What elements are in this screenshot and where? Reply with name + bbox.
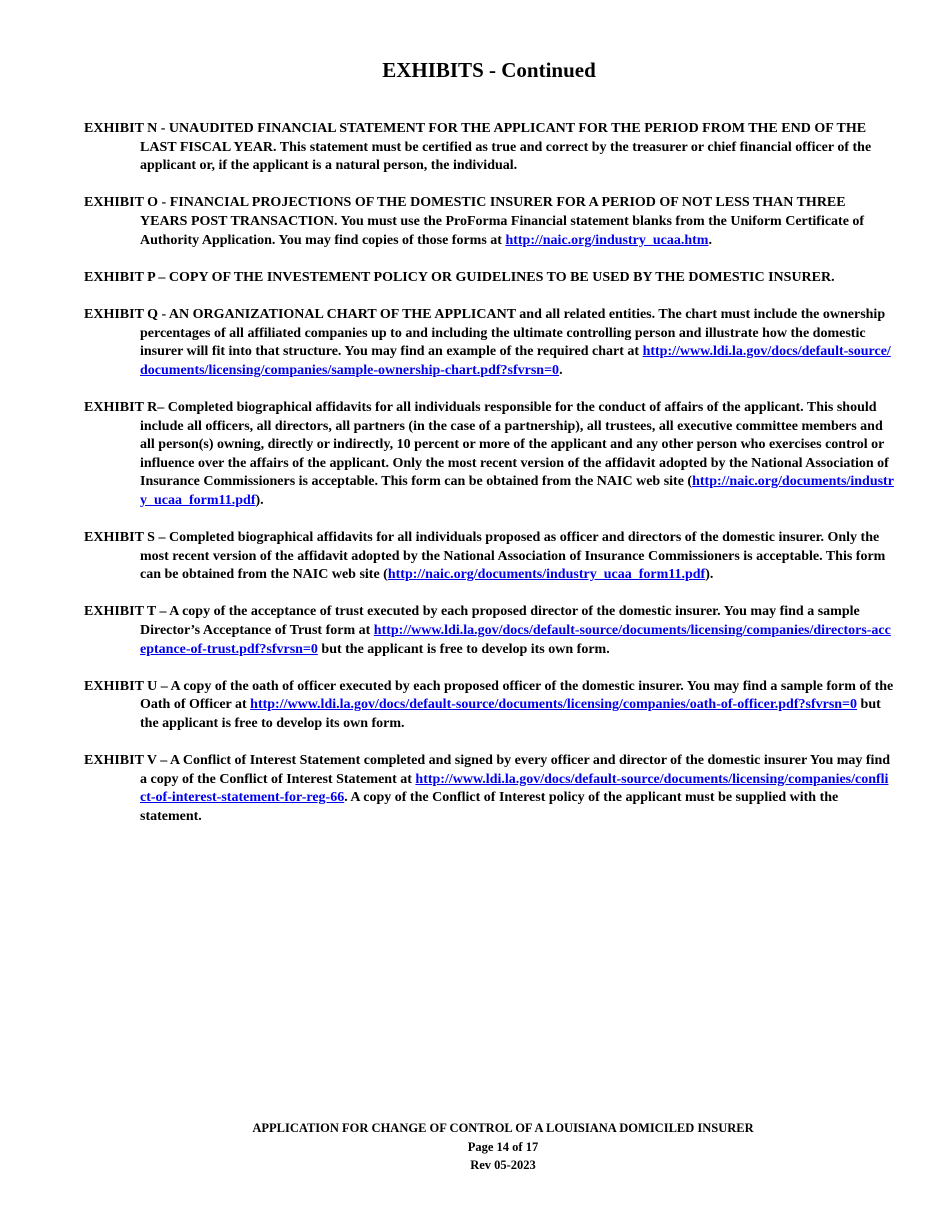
exhibit-heading: EXHIBIT T <box>84 604 156 620</box>
exhibit-heading: EXHIBIT V <box>84 753 157 769</box>
exhibit-heading: EXHIBIT O - FINANCIAL PROJECTIONS OF THE DOMESTIC INSURER FOR A PERIOD OF NOT LESS THAN THREE YEARS POST TRANSACTION. <box>84 195 846 229</box>
exhibit-text-after: . <box>708 232 712 248</box>
exhibit-heading: EXHIBIT N - UNAUDITED FINANCIAL STATEMENT FOR THE APPLICANT FOR THE PERIOD FROM THE END OF THE LAST FISCAL YEAR. <box>84 121 867 155</box>
exhibit-text: – Completed biographical affidavits for all individuals proposed as officer and directors of the domestic insurer. Only the most recent version of the affidavit adopted by the National Association of Insurance Commissioners is acceptable. This form can be obtained from the NAIC web site ( <box>140 530 886 583</box>
page-title: EXHIBITS - Continued <box>382 58 596 82</box>
exhibit-link[interactable]: http://naic.org/industry_ucaa.htm <box>505 232 709 248</box>
exhibit-n <box>84 120 894 176</box>
exhibit-r <box>84 399 894 511</box>
exhibit-text-after: . A copy of the Conflict of Interest policy of the applicant must be supplied with the statement. <box>140 790 839 824</box>
exhibit-o <box>84 194 894 250</box>
exhibit-text-after: but the applicant is free to develop its own form. <box>317 641 610 657</box>
page-footer <box>0 1119 950 1175</box>
footer-page-number: Page 14 of 17 <box>467 1139 539 1154</box>
exhibit-text: – Completed biographical affidavits for all individuals responsible for the conduct of affairs of the applicant. This should include all officers, all directors, all partners (in the case of a partnership), all trustees, all executive committee members and all person(s) owning, directly or indirectly, 10 percent or more of the applicant and any other person who exercises control or influence over the affairs of the applicant. Only the most recent version of the affidavit adopted by the National Association of Insurance Commissioners is acceptable. This form can be obtained from the NAIC web site ( <box>140 399 889 490</box>
exhibit-link[interactable]: http://www.ldi.la.gov/docs/default-source/documents/licensing/companies/sample-ownership-chart.pdf?sfvrsn=0 <box>140 344 891 378</box>
exhibit-heading: EXHIBIT P – COPY OF THE INVESTEMENT POLICY OR GUIDELINES TO BE USED BY THE DOMESTIC INSURER. <box>84 269 835 285</box>
exhibit-text: You must use the ProForma Financial statement blanks from the Uniform Certificate of Authority Application. You may find copies of those forms at <box>140 213 865 248</box>
footer-document-title: APPLICATION FOR CHANGE OF CONTROL OF A LOUISIANA DOMICILED INSURER <box>252 1121 754 1135</box>
exhibit-link[interactable]: http://naic.org/documents/industry_ucaa_form11.pdf <box>387 567 706 583</box>
exhibit-text: – A copy of the acceptance of trust executed by each proposed director of the domestic insurer. You may find a sample Director’s Acceptance of Trust form at <box>140 604 860 639</box>
exhibit-p <box>84 269 894 288</box>
exhibit-heading: EXHIBIT S <box>84 530 155 546</box>
exhibit-text-after: ). <box>705 567 714 583</box>
exhibit-list <box>84 120 894 845</box>
exhibit-q <box>84 306 894 380</box>
exhibit-text-after: . <box>559 362 563 378</box>
exhibit-s <box>84 529 894 585</box>
exhibit-u <box>84 678 894 734</box>
exhibit-text-after: but the applicant is free to develop its own form. <box>140 697 881 731</box>
exhibit-link[interactable]: http://naic.org/documents/industry_ucaa_form11.pdf <box>140 474 894 508</box>
exhibit-v <box>84 752 894 826</box>
exhibit-text: and all related entities. The chart must include the ownership percentages of all affiliated companies up to and including the ultimate controlling person and illustrate how the domestic insurer will fit into that structure. You may find an example of the required chart at <box>140 306 886 360</box>
exhibit-text: – A Conflict of Interest Statement completed and signed by every officer and director of the domestic insurer You may find a copy of the Conflict of Interest Statement at <box>140 753 891 787</box>
exhibit-heading: EXHIBIT R <box>84 399 158 415</box>
exhibit-text-after: ). <box>255 492 264 508</box>
exhibit-text: This statement must be certified as true and correct by the treasurer or chief financial officer of the applicant or, if the applicant is a natural person, the individual. <box>140 139 872 174</box>
exhibit-heading: EXHIBIT U <box>84 678 158 694</box>
exhibit-text: – A copy of the oath of officer executed by each proposed officer of the domestic insurer. You may find a sample form of the Oath of Officer at <box>140 678 894 713</box>
exhibit-link[interactable]: http://www.ldi.la.gov/docs/default-source/documents/licensing/companies/oath-of-officer.pdf?sfvrsn=0 <box>250 697 858 713</box>
exhibit-link[interactable]: http://www.ldi.la.gov/docs/default-source/documents/licensing/companies/conflict-of-interest-statement-for-reg-66 <box>140 771 889 806</box>
exhibit-link[interactable]: http://www.ldi.la.gov/docs/default-source/documents/licensing/companies/directors-acceptance-of-trust.pdf?sfvrsn=0 <box>140 623 891 657</box>
exhibit-heading: EXHIBIT Q - AN ORGANIZATIONAL CHART OF THE APPLICANT <box>84 306 516 322</box>
footer-revision: Rev 05-2023 <box>470 1158 536 1173</box>
exhibit-t <box>84 603 894 659</box>
